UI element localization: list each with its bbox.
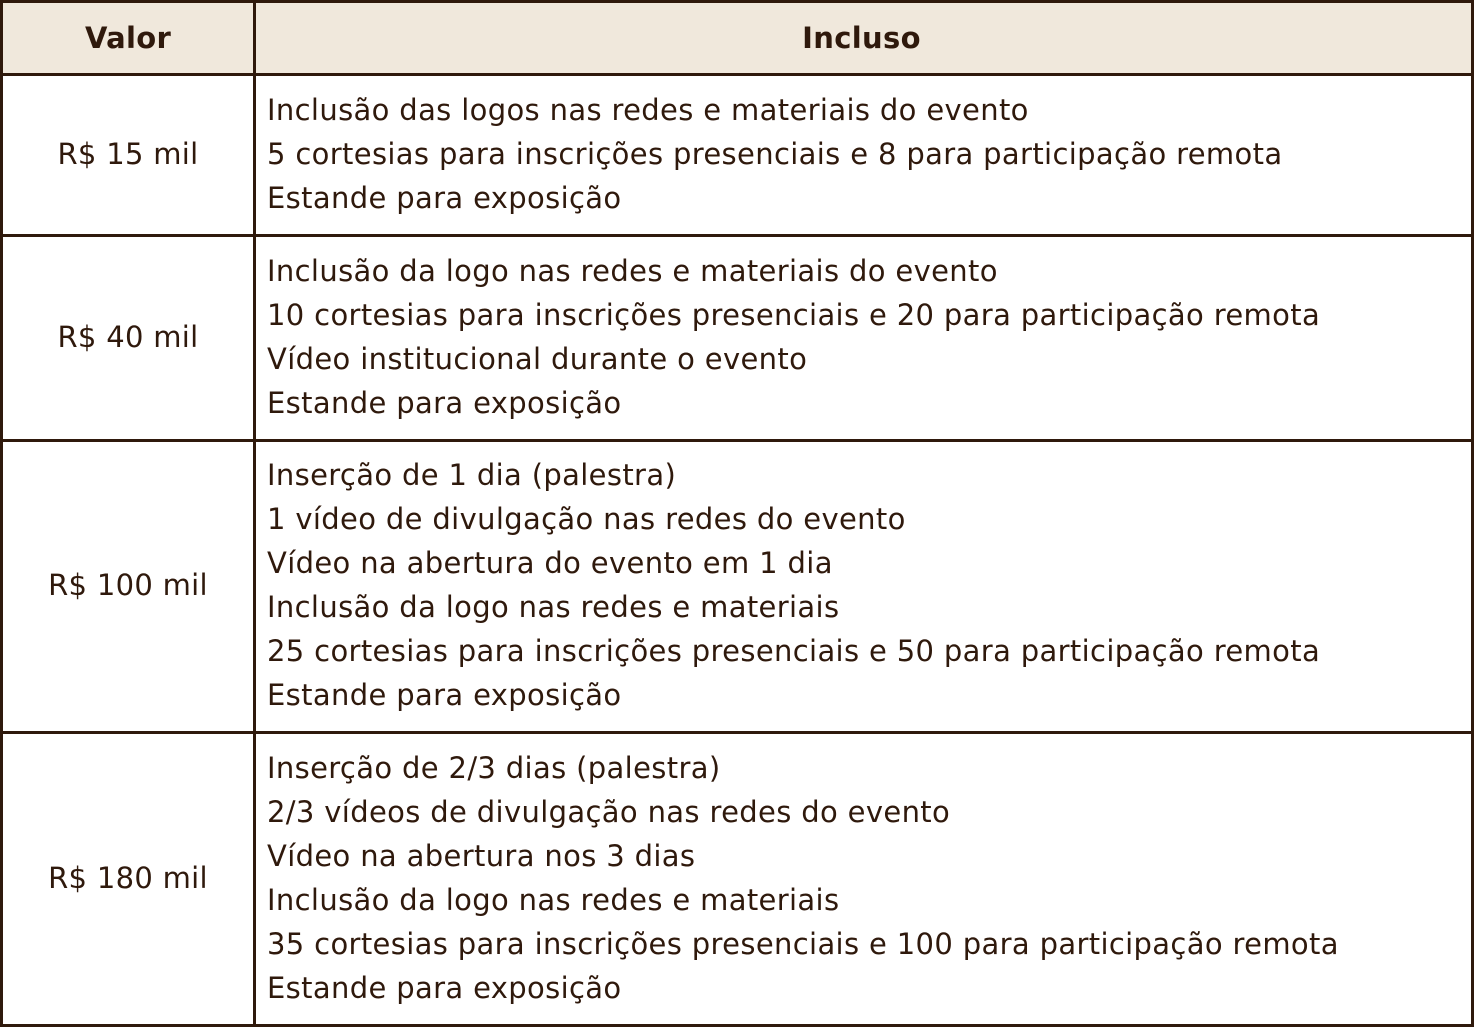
row-value: R$ 15 mil <box>57 136 199 171</box>
included-item: Inclusão da logo nas redes e materiais do evento <box>267 253 998 288</box>
included-item: Vídeo na abertura nos 3 dias <box>267 838 696 873</box>
included-item: Vídeo na abertura do evento em 1 dia <box>267 546 833 580</box>
row-included-list <box>256 73 1471 234</box>
included-item: 1 vídeo de divulgação nas redes do evento <box>267 502 906 536</box>
table-row <box>0 73 1474 237</box>
included-item: Inserção de 2/3 dias (palestra) <box>267 750 721 785</box>
included-item: Inserção de 1 dia (palestra) <box>267 458 677 492</box>
included-item: Inclusão das logos nas redes e materiais do evento <box>267 92 1029 127</box>
header-value: Valor <box>84 21 172 55</box>
row-included-list <box>256 439 1471 731</box>
header-included: Incluso <box>802 21 921 55</box>
row-value: R$ 100 mil <box>48 568 208 602</box>
included-item: Inclusão da logo nas redes e materiais <box>267 882 840 917</box>
row-value: R$ 40 mil <box>57 319 199 354</box>
table-row <box>0 439 1474 734</box>
included-item: 5 cortesias para inscrições presenciais e 8 para participação remota <box>267 136 1283 171</box>
included-item: Inclusão da logo nas redes e materiais <box>267 590 840 624</box>
included-item: 2/3 vídeos de divulgação nas redes do evento <box>267 794 951 829</box>
row-value: R$ 180 mil <box>48 860 208 895</box>
included-item: Estande para exposição <box>267 678 622 712</box>
table-row <box>0 234 1474 442</box>
table-row <box>0 731 1474 1027</box>
included-item: Estande para exposição <box>267 385 622 420</box>
table-header-row <box>0 0 1474 76</box>
row-included-list <box>256 731 1471 1024</box>
included-item: 10 cortesias para inscrições presenciais e 20 para participação remota <box>267 297 1321 332</box>
row-included-list <box>256 234 1471 439</box>
included-item: Vídeo institucional durante o evento <box>267 341 808 376</box>
included-item: 35 cortesias para inscrições presenciais e 100 para participação remota <box>267 926 1339 961</box>
included-item: Estande para exposição <box>267 180 622 215</box>
included-item: Estande para exposição <box>267 970 622 1005</box>
included-item: 25 cortesias para inscrições presenciais e 50 para participação remota <box>267 634 1321 668</box>
